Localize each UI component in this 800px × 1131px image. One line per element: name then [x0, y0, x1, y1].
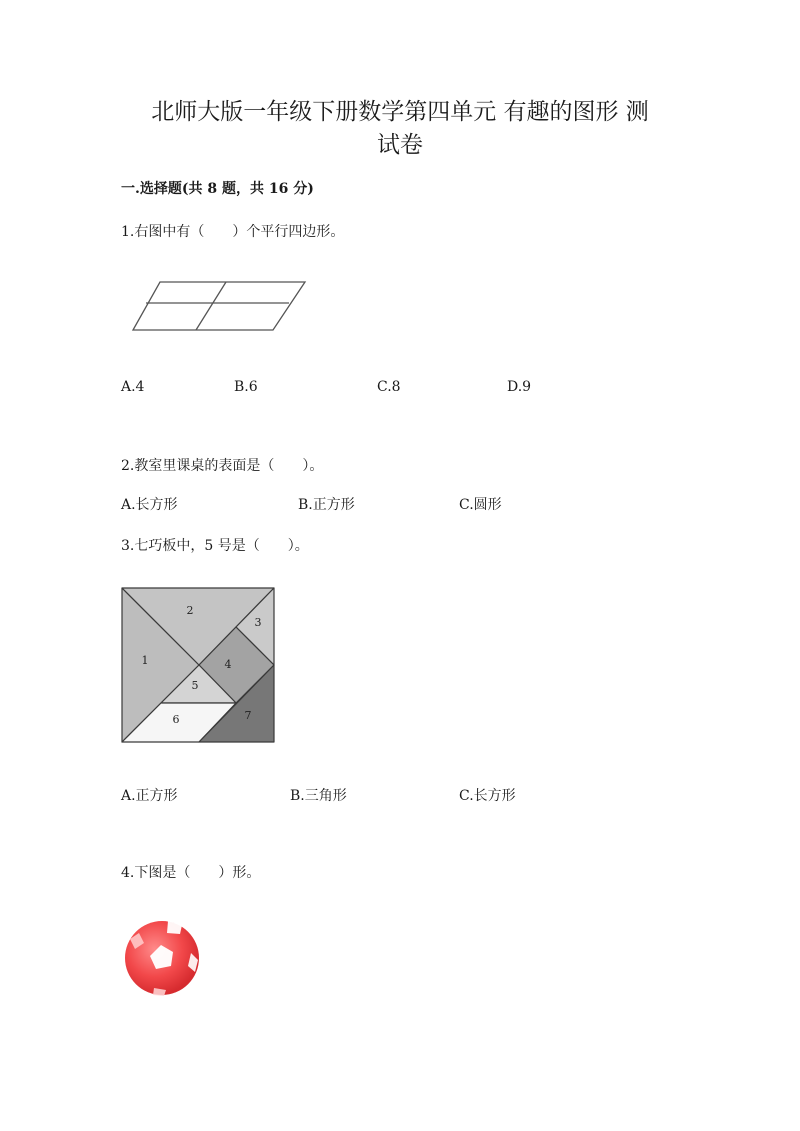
- q1-option-b[interactable]: B.6: [234, 379, 258, 395]
- tangram-label-2: 2: [186, 604, 194, 617]
- ball-image: [122, 918, 202, 998]
- question-3-text: 3.七巧板中，5 号是（ ）。: [121, 538, 309, 554]
- question-2-text: 2.教室里课桌的表面是（ ）。: [121, 458, 324, 474]
- q1-option-a[interactable]: A.4: [121, 379, 145, 395]
- q1-option-c[interactable]: C.8: [377, 379, 401, 395]
- page-title: [120, 96, 680, 162]
- tangram-label-1: 1: [141, 654, 149, 667]
- tangram-label-7: 7: [244, 709, 252, 722]
- section-heading: 一.选择题(共 8 题，共 16 分): [121, 181, 314, 197]
- q1-option-d[interactable]: D.9: [507, 379, 532, 395]
- q2-option-b[interactable]: B.正方形: [298, 497, 355, 513]
- q3-option-c[interactable]: C.长方形: [459, 788, 516, 804]
- q2-option-a[interactable]: A.长方形: [121, 497, 178, 513]
- tangram-figure: [118, 584, 278, 746]
- parallelogram-outline: [133, 282, 305, 330]
- tangram-label-4: 4: [224, 658, 232, 671]
- parallelogram-figure: [128, 277, 310, 335]
- title-line-1: 北师大版一年级下册数学第四单元 有趣的图形 测: [151, 99, 649, 125]
- question-4-text: 4.下图是（ ）形。: [121, 865, 261, 881]
- tangram-label-3: 3: [254, 616, 262, 629]
- q3-option-b[interactable]: B.三角形: [290, 788, 347, 804]
- tangram-label-6: 6: [172, 713, 180, 726]
- q2-option-c[interactable]: C.圆形: [459, 497, 502, 513]
- ball-top-patch: [167, 921, 182, 934]
- tangram-label-5: 5: [191, 679, 199, 692]
- question-1-text: 1.右图中有（ ）个平行四边形。: [121, 224, 345, 240]
- q3-option-a[interactable]: A.正方形: [121, 788, 178, 804]
- title-line-2: 试卷: [377, 132, 423, 158]
- parallelogram-midline-vertical: [196, 282, 226, 330]
